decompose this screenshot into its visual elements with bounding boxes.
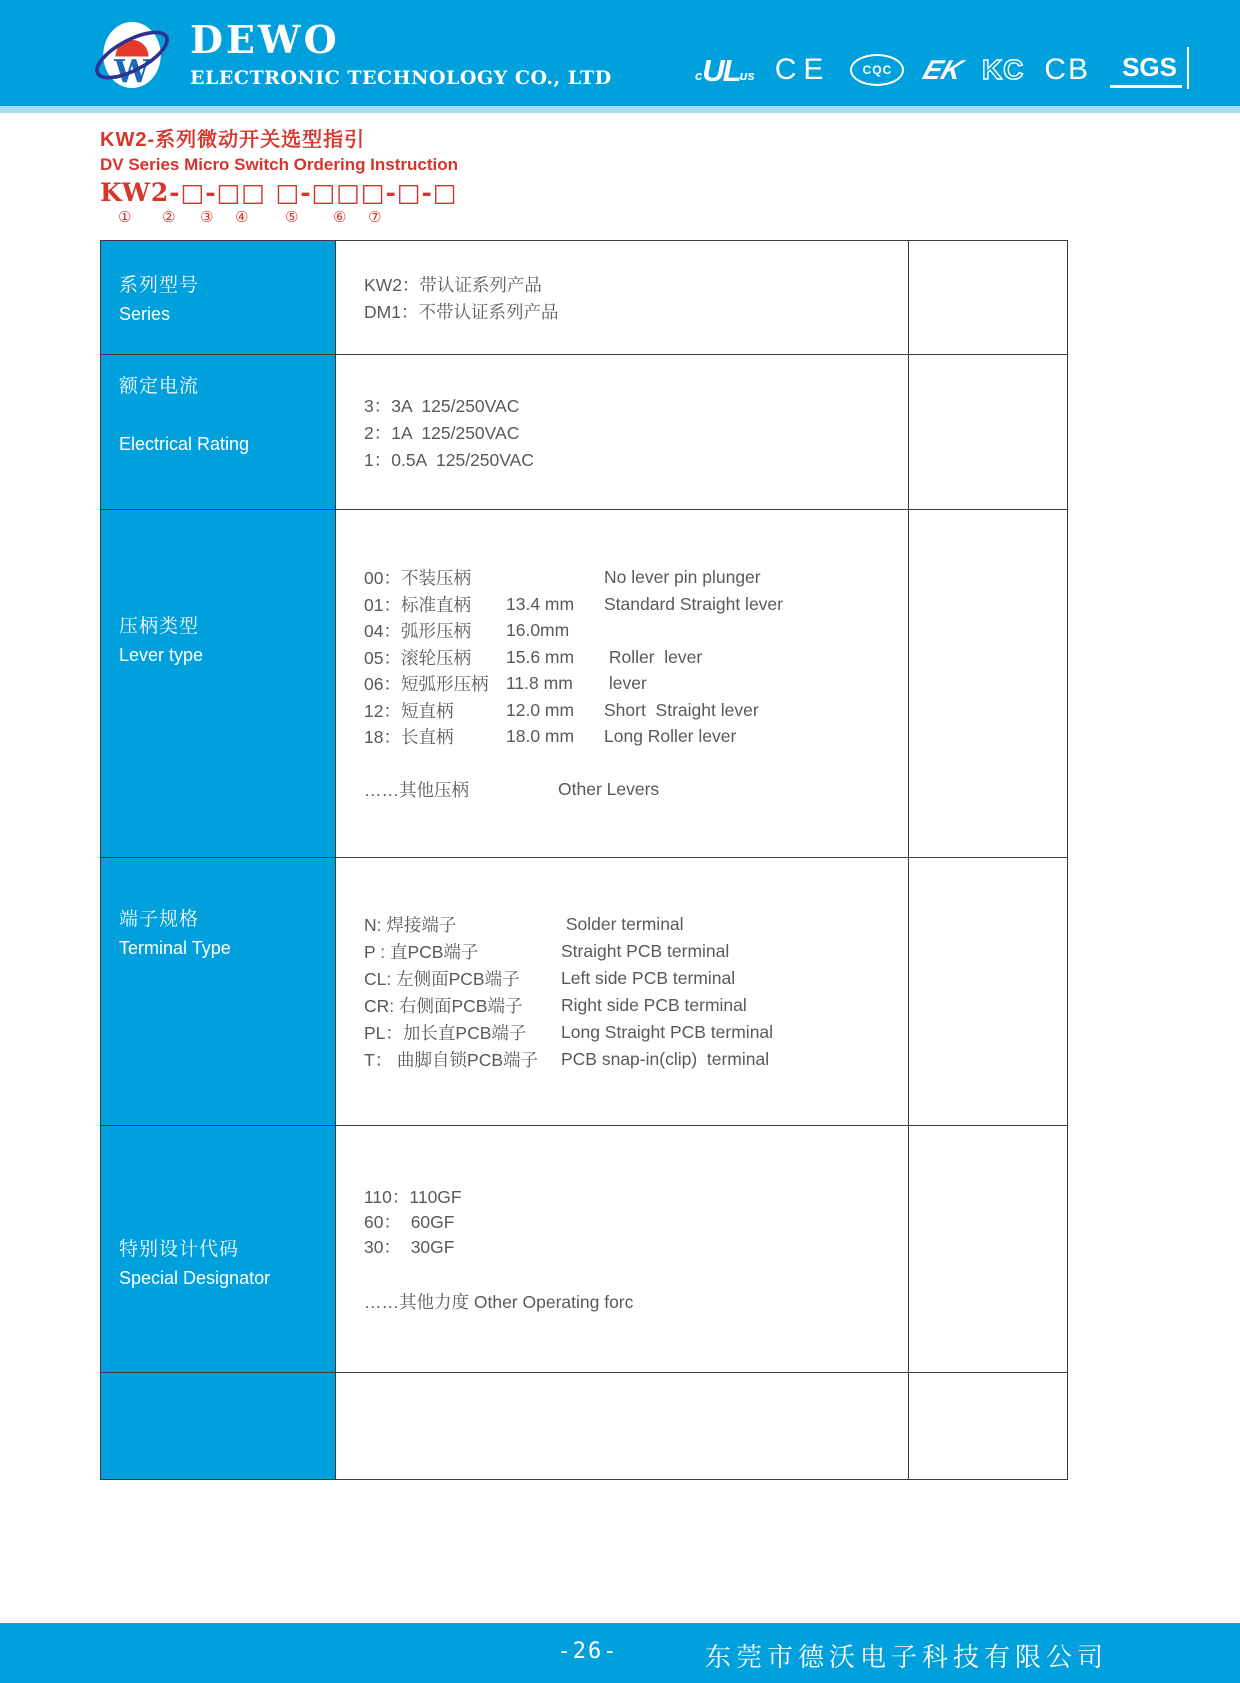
content-segment: P : 直PCB端子 bbox=[364, 941, 479, 962]
row-label-cell bbox=[101, 1373, 336, 1479]
ordering-code-markers bbox=[100, 208, 520, 228]
title-block bbox=[100, 123, 520, 228]
content-segment: 18：长直柄 bbox=[364, 727, 454, 747]
content-segment: ……其他压柄 bbox=[364, 780, 469, 800]
table-row-series bbox=[101, 241, 1067, 355]
row-label-cell bbox=[101, 241, 336, 354]
content-segment: CR: 右侧面PCB端子 bbox=[364, 995, 523, 1016]
content-line bbox=[364, 1234, 908, 1259]
footer-company-name: 东莞市德沃电子科技有限公司 bbox=[704, 1642, 1108, 1672]
row-label-zh: 特别设计代码 bbox=[119, 1239, 240, 1260]
dewo-logo-icon bbox=[86, 8, 178, 102]
content-line bbox=[364, 1046, 908, 1073]
marker-3: ③ bbox=[200, 209, 214, 226]
row-label-zh: 压柄类型 bbox=[119, 616, 200, 637]
content-line bbox=[364, 419, 908, 446]
content-segment: lever bbox=[604, 673, 647, 693]
brand-name: DEWO bbox=[190, 17, 340, 62]
content-line bbox=[364, 965, 908, 992]
dewo-logo bbox=[86, 8, 178, 102]
ek-cert-icon: EK bbox=[919, 54, 967, 85]
content-line bbox=[364, 750, 908, 777]
table-row-electrical-rating bbox=[101, 355, 1067, 510]
sgs-cert-icon: SGS bbox=[1110, 52, 1182, 88]
row-content-cell bbox=[336, 858, 909, 1125]
content-segment: 60： 60GF bbox=[364, 1212, 455, 1232]
content-segment: Roller lever bbox=[604, 646, 703, 667]
content-segment: 13.4 mm bbox=[506, 593, 575, 614]
ordering-table bbox=[100, 240, 1068, 1480]
content-segment: 2：1A 125/250VAC bbox=[364, 422, 520, 443]
marker-2: ② bbox=[162, 209, 176, 226]
content-segment: PCB snap-in(clip) terminal bbox=[561, 1048, 770, 1069]
kc-cert-icon: KC bbox=[981, 54, 1025, 85]
certification-logos bbox=[695, 52, 1182, 88]
content-segment: 3：3A 125/250VAC bbox=[364, 395, 520, 416]
row-label-cell bbox=[101, 858, 336, 1125]
row-label-en: Lever type bbox=[119, 645, 204, 665]
content-segment: Short Straight lever bbox=[604, 699, 759, 720]
brand-subtitle: ELECTRONIC TECHNOLOGY CO., LTD bbox=[190, 67, 612, 89]
ul-cert-icon: c UL us bbox=[695, 52, 755, 88]
content-line bbox=[364, 1184, 908, 1209]
row-spare-cell bbox=[909, 858, 1067, 1125]
content-line bbox=[364, 776, 908, 803]
marker-5: ⑤ bbox=[285, 209, 299, 226]
content-segment: N: 焊接端子 bbox=[364, 914, 457, 935]
svg-text:W: W bbox=[114, 53, 150, 91]
content-segment: 11.8 mm bbox=[506, 673, 573, 693]
row-label-zh: 额定电流 bbox=[119, 376, 200, 397]
content-segment: DM1：不带认证系列产品 bbox=[364, 301, 559, 322]
ordering-code-line: KW2-□-□□ □-□□□-□-□ bbox=[100, 178, 458, 207]
content-line bbox=[364, 1289, 908, 1314]
row-spare-cell bbox=[909, 1126, 1067, 1372]
content-segment: 00：不装压柄 bbox=[364, 568, 471, 588]
row-spare-cell bbox=[909, 241, 1067, 354]
content-line bbox=[364, 911, 908, 938]
content-segment: Solder terminal bbox=[561, 913, 684, 934]
content-segment: Standard Straight lever bbox=[604, 593, 783, 614]
content-segment: 15.6 mm bbox=[506, 646, 575, 667]
row-label-cell bbox=[101, 355, 336, 509]
content-line bbox=[364, 446, 908, 473]
row-label-en: Terminal Type bbox=[119, 938, 231, 958]
page-title-zh: KW2-系列微动开关选型指引 bbox=[100, 129, 366, 151]
content-line bbox=[364, 298, 908, 325]
content-line bbox=[364, 1209, 908, 1234]
marker-1: ① bbox=[118, 209, 132, 226]
content-segment: 04：弧形压柄 bbox=[364, 621, 471, 641]
content-segment: 06：短弧形压柄 bbox=[364, 674, 489, 694]
content-segment: CL: 左侧面PCB端子 bbox=[364, 968, 520, 989]
content-segment: 30： 30GF bbox=[364, 1237, 455, 1257]
row-label-en: Electrical Rating bbox=[119, 434, 250, 454]
footer-band bbox=[0, 1623, 1240, 1683]
content-line bbox=[364, 271, 908, 298]
page-title-en: DV Series Micro Switch Ordering Instruction bbox=[100, 155, 459, 174]
content-line bbox=[364, 644, 908, 671]
row-content-cell bbox=[336, 1373, 909, 1479]
table-row-lever-type bbox=[101, 510, 1067, 858]
content-segment: 1：0.5A 125/250VAC bbox=[364, 449, 534, 470]
content-line bbox=[364, 670, 908, 697]
marker-6: ⑥ bbox=[333, 209, 347, 226]
content-segment: 16.0mm bbox=[506, 620, 570, 640]
header-light-strip bbox=[0, 106, 1240, 113]
content-segment: Long Roller lever bbox=[604, 726, 737, 746]
content-line bbox=[364, 1019, 908, 1046]
page-number: -26- bbox=[557, 1639, 619, 1664]
ce-cert-icon: CE bbox=[774, 53, 831, 86]
cb-cert-icon: CB bbox=[1044, 53, 1091, 86]
row-spare-cell bbox=[909, 355, 1067, 509]
content-segment: Right side PCB terminal bbox=[561, 994, 747, 1015]
content-segment: No lever pin plunger bbox=[604, 567, 761, 587]
content-segment: KW2：带认证系列产品 bbox=[364, 274, 542, 295]
header-band bbox=[0, 0, 1240, 106]
row-label-en: Series bbox=[119, 304, 171, 324]
row-spare-cell bbox=[909, 1373, 1067, 1479]
content-line bbox=[364, 992, 908, 1019]
content-segment: ……其他力度 Other Operating forc bbox=[364, 1292, 634, 1312]
marker-4: ④ bbox=[235, 209, 249, 226]
content-segment: PL：加长直PCB端子 bbox=[364, 1022, 527, 1043]
content-line bbox=[364, 938, 908, 965]
content-line bbox=[364, 697, 908, 724]
content-line bbox=[364, 617, 908, 644]
row-label-cell bbox=[101, 1126, 336, 1372]
row-label-cell bbox=[101, 510, 336, 857]
content-line bbox=[364, 392, 908, 419]
content-segment: 12：短直柄 bbox=[364, 700, 454, 721]
content-segment: Other Levers bbox=[558, 779, 660, 799]
row-label-zh: 系列型号 bbox=[119, 275, 200, 296]
content-segment: 05：滚轮压柄 bbox=[364, 647, 471, 668]
content-segment: 12.0 mm bbox=[506, 699, 575, 720]
table-row-empty bbox=[101, 1373, 1067, 1479]
row-content-cell bbox=[336, 241, 909, 354]
row-spare-cell bbox=[909, 510, 1067, 857]
content-segment: T： 曲脚自锁PCB端子 bbox=[364, 1049, 539, 1070]
content-segment: Long Straight PCB terminal bbox=[561, 1021, 774, 1042]
table-row-terminal-type bbox=[101, 858, 1067, 1126]
content-segment: Left side PCB terminal bbox=[561, 967, 736, 988]
brand-block bbox=[190, 17, 612, 89]
content-segment: 01：标准直柄 bbox=[364, 594, 471, 615]
content-segment: 110：110GF bbox=[364, 1187, 462, 1207]
table-row-special-designator bbox=[101, 1126, 1067, 1373]
content-segment: Straight PCB terminal bbox=[561, 940, 730, 961]
content-line bbox=[364, 591, 908, 618]
row-label-en: Special Designator bbox=[119, 1268, 271, 1288]
content-line bbox=[364, 723, 908, 750]
row-content-cell bbox=[336, 1126, 909, 1372]
content-line bbox=[364, 1259, 908, 1289]
row-label-zh: 端子规格 bbox=[119, 909, 200, 930]
content-line bbox=[364, 564, 908, 591]
cqc-cert-icon: CQC bbox=[850, 54, 904, 86]
row-content-cell bbox=[336, 510, 909, 857]
row-content-cell bbox=[336, 355, 909, 509]
marker-7: ⑦ bbox=[368, 209, 382, 226]
content-segment: 18.0 mm bbox=[506, 726, 575, 746]
